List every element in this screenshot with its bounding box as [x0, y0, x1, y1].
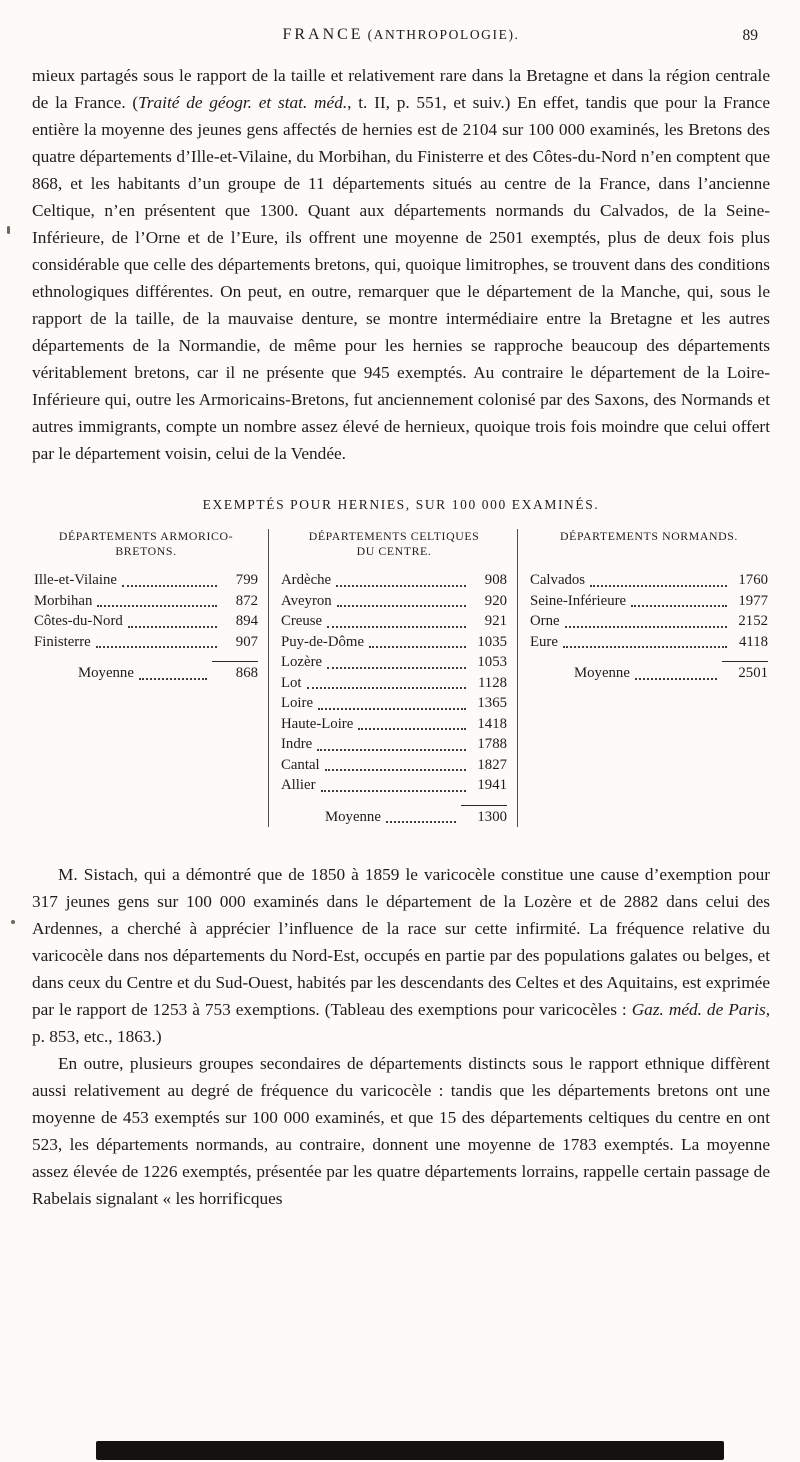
moyenne-row — [530, 661, 768, 684]
department-name: Finisterre — [34, 633, 91, 650]
department-value: 907 — [235, 633, 258, 650]
dot-leader — [337, 605, 466, 607]
department-name: Lot — [281, 674, 302, 691]
department-value: 2152 — [738, 613, 768, 629]
department-value: 1128 — [477, 674, 507, 691]
department-value: 1788 — [477, 736, 507, 752]
dot-leader — [128, 626, 217, 628]
body-paragraph-2: M. Sistach, qui a démontré que de 1850 à 1859 le varicocèle constitue une cause d’exemption pour 317 jeunes gens sur 100 000 examinés dans le département de la Lozère et de 2882 dans celui des Ardennes, a cherché à apprécier l’influence de la race sur cette infirmité. La fréquence relative du varicocèle dans nos départements du Nord-Est, occupés en partie par des populations galates ou belges, et dans ceux du Centre et du Sud-Ouest, habités par les descendants des Celtes et des Aquitains, est exprimée par le rapport de 1253 à 753 exemptions. (Tableau des exemptions pour varicocèles : Gaz. méd. de Paris, p. 853, etc., 1863.) — [32, 865, 771, 1046]
dot-leader — [563, 646, 727, 648]
department-name: Lozère — [281, 654, 323, 670]
column-header-line2: BRETONS. — [115, 544, 177, 558]
moyenne-value: 2501 — [722, 661, 768, 684]
moyenne-row — [34, 661, 258, 684]
table-row — [34, 632, 258, 653]
department-name: Loire — [281, 695, 314, 711]
department-value: 1760 — [738, 572, 768, 588]
dot-leader — [325, 769, 466, 771]
table-column-normands — [518, 529, 770, 827]
department-value: 4118 — [738, 633, 768, 650]
table-row — [34, 611, 258, 632]
department-name: Calvados — [530, 572, 586, 588]
table-row — [530, 591, 768, 612]
dot-leader — [336, 585, 466, 587]
column-header-line1: DÉPARTEMENTS NORMANDS. — [560, 529, 738, 543]
department-value: 1418 — [477, 715, 507, 732]
table-row — [530, 632, 768, 653]
table-row — [281, 591, 507, 612]
dot-leader — [565, 626, 727, 628]
department-value: 799 — [235, 572, 258, 588]
department-name: Côtes-du-Nord — [34, 613, 123, 629]
column-header-line1: DÉPARTEMENTS CELTIQUES — [308, 529, 480, 543]
department-value: 1053 — [477, 654, 507, 670]
dot-leader — [327, 667, 466, 669]
dot-leader — [97, 605, 217, 607]
department-name: Orne — [530, 613, 560, 629]
table-row — [281, 714, 507, 735]
table-row — [281, 611, 507, 632]
table-row — [281, 755, 507, 776]
dot-leader — [631, 605, 727, 607]
department-value: 920 — [484, 592, 507, 609]
scan-artifact-bar — [96, 1441, 724, 1460]
scan-speck — [7, 226, 10, 234]
dot-leader — [307, 687, 466, 689]
department-value: 1035 — [477, 633, 507, 650]
running-title-main: FRANCE — [282, 26, 364, 43]
department-name: Ardèche — [281, 572, 332, 588]
dot-leader — [635, 678, 717, 680]
department-name: Aveyron — [281, 592, 332, 609]
department-name: Seine-Inférieure — [530, 592, 627, 609]
department-value: 1977 — [738, 592, 768, 609]
hernia-table — [32, 529, 770, 827]
table-row — [281, 652, 507, 673]
table-row — [281, 570, 507, 591]
department-value: 1827 — [477, 756, 507, 773]
table-row — [281, 632, 507, 653]
department-name: Allier — [281, 777, 316, 793]
department-value: 908 — [484, 572, 507, 588]
dot-leader — [358, 728, 466, 730]
page-header — [32, 26, 770, 52]
running-title-sub: (ANTHROPOLOGIE). — [367, 27, 520, 42]
department-name: Cantal — [281, 756, 320, 773]
moyenne-value: 1300 — [461, 805, 507, 828]
department-name: Indre — [281, 736, 313, 752]
moyenne-label: Moyenne — [574, 665, 630, 681]
column-header-line1: DÉPARTEMENTS ARMORICO- — [58, 529, 234, 543]
scan-speck — [11, 920, 15, 924]
table-row — [34, 570, 258, 591]
department-name: Ille-et-Vilaine — [34, 572, 117, 588]
department-value: 894 — [235, 613, 258, 629]
dot-leader — [317, 749, 466, 751]
department-name: Morbihan — [34, 592, 93, 609]
table-row — [34, 591, 258, 612]
moyenne-row — [281, 805, 507, 828]
moyenne-label: Moyenne — [78, 665, 134, 681]
body-paragraph-3: En outre, plusieurs groupes secondaires de départements distincts sous le rapport ethnique diffèrent aussi relativement au degré de fréquence du varicocèle : tandis que les départements bretons ont une moyenne de 453 exemptés sur 100 000 examinés, et que 15 des départements celtiques du centre en ont 523, les départements normands, au contraire, donnent une moyenne de 1783 exemptés. La moyenne assez élevée de 1226 exemptés, présentée par les quatre départements lorrains, rappelle certain passage de Rabelais signalant « les horrificques — [32, 1054, 770, 1208]
page-number: 89 — [742, 27, 758, 44]
department-name: Eure — [530, 633, 558, 650]
table-title: EXEMPTÉS POUR HERNIES, SUR 100 000 EXAMINÉS. — [202, 497, 600, 512]
department-name: Puy-de-Dôme — [281, 633, 365, 650]
dot-leader — [327, 626, 466, 628]
dot-leader — [386, 821, 456, 823]
column-header — [530, 529, 768, 565]
department-name: Haute-Loire — [281, 715, 354, 732]
table-row — [530, 611, 768, 632]
dot-leader — [139, 678, 207, 680]
table-row — [281, 693, 507, 714]
table-row — [530, 570, 768, 591]
department-value: 1365 — [477, 695, 507, 711]
table-column-armorico-bretons — [32, 529, 268, 827]
dot-leader — [318, 708, 466, 710]
department-value: 921 — [484, 613, 507, 629]
column-header — [34, 529, 258, 565]
department-name: Creuse — [281, 613, 323, 629]
table-row — [281, 734, 507, 755]
column-header — [281, 529, 507, 565]
dot-leader — [369, 646, 466, 648]
moyenne-value: 868 — [212, 661, 258, 684]
moyenne-label: Moyenne — [325, 808, 381, 825]
dot-leader — [122, 585, 217, 587]
column-header-line2: DU CENTRE. — [356, 544, 432, 558]
body-paragraph-1: mieux partagés sous le rapport de la taille et relativement rare dans la Bretagne et dans la région centrale de la France. (Traité de géogr. et stat. méd., t. II, p. 551, et suiv.) En effet, tandis que pour la France entière la moyenne des jeunes gens affectés de hernies est de 2104 sur 100 000 examinés, les Bretons des quatre départements d’Ille-et-Vilaine, du Morbihan, du Finisterre et des Côtes-du-Nord n’en comptent que 868, et les habitants d’un groupe de 11 départements situés au centre de la France, dans l’ancienne Celtique, n’en présentent que 1300. Quant aux départements normands du Calvados, de la Seine-Inférieure, de l’Orne et de l’Eure, ils offrent une moyenne de 2501 exemptés, plus de deux fois plus considérable que celle des départements bretons, qui, quoique limitrophes, se trouvent dans des conditions ethnologiques différentes. On peut, en outre, remarquer que le département de la Manche, qui, sous le rapport de la taille, de la mauvaise denture, se montre intermédiaire entre la Bretagne et les autres départements de la Normandie, de même pour les hernies se rapproche beaucoup des départements véritablement bretons, car il ne présente que 945 exemptés. Au contraire le département de la Loire-Inférieure qui, outre les Armoricains-Bretons, fut anciennement colonisé par des Saxons, des Normands et autres immigrants, compte un nombre assez élevé de hernieux, quoique trois fois moindre que celui offert par le département voisin, celui de la Vendée. — [32, 66, 770, 463]
department-value: 872 — [235, 592, 258, 609]
department-value: 1941 — [477, 777, 507, 793]
dot-leader — [96, 646, 217, 648]
table-row — [281, 775, 507, 796]
table-row — [281, 673, 507, 694]
dot-leader — [590, 585, 727, 587]
table-column-celtiques-du-centre — [269, 529, 517, 827]
dot-leader — [321, 790, 466, 792]
